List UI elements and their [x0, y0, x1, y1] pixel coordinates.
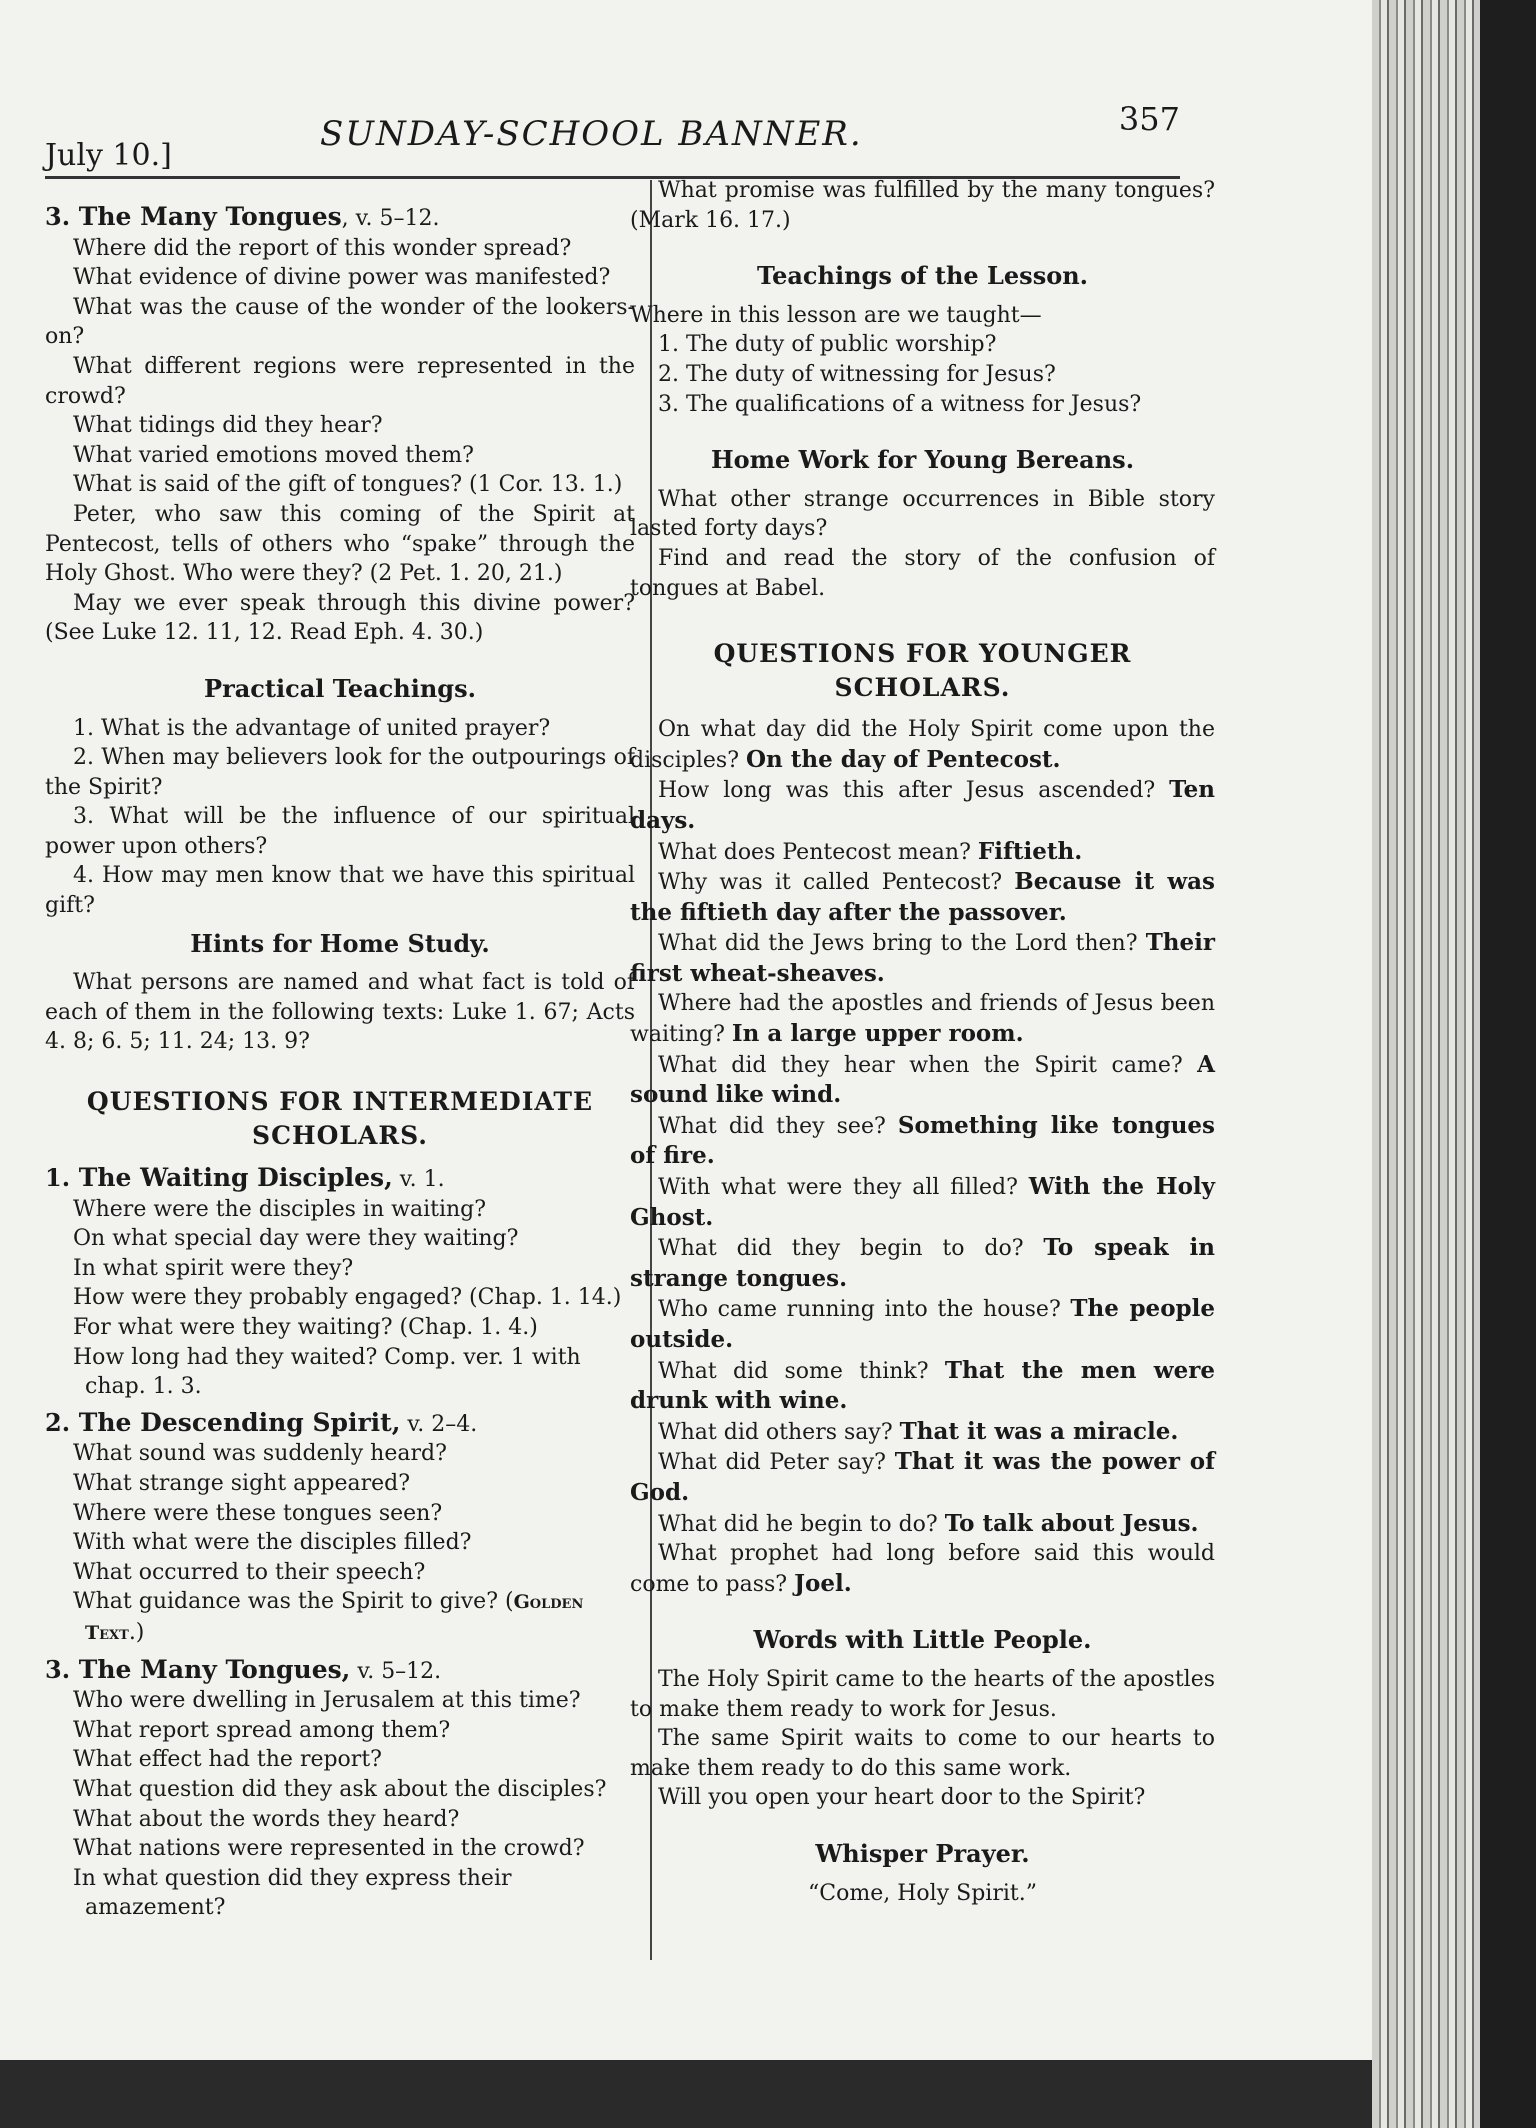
qa-question: What did they hear when the Spirit came? [658, 1052, 1183, 1078]
teachings-intro: Where in this lesson are we taught— [630, 302, 1042, 328]
qa-answer: To speak in strange tongues. [630, 1234, 1216, 1292]
qa-answer: A sound like wind. [630, 1050, 1215, 1109]
question: What varied emotions moved them? [73, 442, 474, 468]
question: What was the cause of the wonder of the lookers-on? [45, 294, 635, 350]
teaching-item: 1. The duty of public worship? [658, 332, 997, 358]
qa-answer: Their first wheat-sheaves. [630, 929, 1216, 987]
words-item: Will you open your heart door to the Spirit? [658, 1785, 1146, 1811]
qa-item [630, 1447, 1215, 1508]
page-header [45, 100, 1180, 173]
qa-question: What does Pentecost mean? [658, 839, 971, 865]
intermediate-heading: QUESTIONS FOR INTERMEDIATE SCHOLARS. [86, 1087, 594, 1151]
question: How long had they waited? Comp. ver. 1 with chap. 1. 3. [73, 1344, 581, 1400]
qa-answer: Ten days. [630, 776, 1215, 834]
section-heading-many-tongues: 3. The Many Tongues, v. 5–12. [45, 202, 440, 231]
qa-answer: Something like tongues of fire. [630, 1111, 1215, 1170]
qa-item [630, 867, 1215, 928]
words-item: The Holy Spirit came to the hearts of the apostles to make them ready to work for Jesus. [630, 1666, 1216, 1722]
question: How were they probably engaged? (Chap. 1. 14.) [73, 1285, 622, 1311]
section-heading-descending-spirit: 2. The Descending Spirit, v. 2–4. [45, 1407, 478, 1437]
hints-heading: Hints for Home Study. [190, 928, 490, 958]
question: What guidance was the Spirit to give? (Golden Text.) [73, 1589, 584, 1645]
qa-question: What did some think? [658, 1358, 929, 1384]
question: For what were they waiting? (Chap. 1. 4.) [73, 1315, 538, 1340]
qa-answer: In a large upper room. [731, 1020, 1024, 1048]
question: What is said of the gift of tongues? (1 Cor. 13. 1.) [73, 472, 623, 498]
question: Where were these tongues seen? [73, 1500, 443, 1526]
question: What different regions were represented in the crowd? [45, 353, 635, 409]
qa-answer: With the Holy Ghost. [630, 1173, 1216, 1231]
qa-item [630, 989, 1215, 1049]
qa-question: What did they see? [658, 1113, 886, 1139]
page-number: 357 [1118, 100, 1180, 138]
qa-item [630, 928, 1215, 989]
younger-heading: QUESTIONS FOR YOUNGER SCHOLARS. [713, 639, 1132, 703]
question: Who were dwelling in Jerusalem at this time? [73, 1688, 581, 1714]
question: What report spread among them? [73, 1717, 451, 1743]
qa-question: What prophet had long before said this would come to pass? [630, 1541, 1215, 1597]
question: What question did they ask about the disciples? [73, 1776, 607, 1802]
qa-item [630, 1050, 1215, 1111]
qa-item [630, 1233, 1215, 1294]
magazine-title: SUNDAY-SCHOOL BANNER. [320, 114, 863, 154]
question: What effect had the report? [73, 1747, 382, 1773]
practical-item: 1. What is the advantage of united prayer? [73, 715, 551, 741]
section-heading-waiting-disciples: 1. The Waiting Disciples, v. 1. [45, 1163, 445, 1193]
qa-question: On what day did the Holy Spirit come upon the disciples? [630, 717, 1215, 773]
qa-item [630, 1356, 1215, 1417]
qa-answer: Because it was the fiftieth day after the passover. [630, 868, 1215, 926]
qa-answer: To talk about Jesus. [944, 1509, 1199, 1537]
qa-item [630, 1294, 1215, 1355]
qa-answer: Fiftieth. [977, 837, 1083, 865]
homework-heading: Home Work for Young Bereans. [710, 445, 1135, 475]
words-heading: Words with Little People. [753, 1625, 1092, 1655]
right-column [630, 178, 1216, 1908]
qa-question: What did they begin to do? [658, 1236, 1024, 1262]
qa-item [630, 1111, 1215, 1172]
page-bottom-shadow [0, 2060, 1380, 2128]
practical-item: 4. How may men know that we have this spiritual gift? [45, 863, 635, 919]
younger-qa-list [630, 715, 1215, 1599]
question: Where did the report of this wonder spread? [73, 235, 572, 261]
qa-item [630, 1172, 1215, 1233]
qa-answer: That it was a miracle. [899, 1417, 1179, 1445]
whisper-heading: Whisper Prayer. [815, 1838, 1030, 1868]
background [1480, 0, 1536, 2128]
question: In what spirit were they? [73, 1255, 354, 1281]
homework-item: Find and read the story of the confusion of tongues at Babel. [630, 545, 1215, 601]
practical-item: 2. When may believers look for the outpourings of the Spirit? [45, 745, 635, 800]
qa-question: What did others say? [658, 1419, 893, 1445]
qa-answer: That the men were drunk with wine. [630, 1356, 1215, 1415]
qa-question: Why was it called Pentecost? [658, 870, 1003, 896]
qa-item [630, 1417, 1215, 1448]
question: With what were the disciples filled? [73, 1530, 472, 1556]
qa-answer: Joel. [794, 1569, 852, 1597]
question: Where were the disciples in waiting? [73, 1196, 487, 1222]
teachings-heading: Teachings of the Lesson. [756, 261, 1089, 291]
qa-answer: On the day of Pentecost. [746, 745, 1061, 773]
question: Peter, who saw this coming of the Spirit at Pentecost, tells of others who “spake” through the Holy Ghost. Who were they? (2 Pet. 1. 20, 21.) [45, 501, 635, 587]
question: In what question did they express their amazement? [73, 1865, 512, 1921]
qa-item [630, 1539, 1215, 1599]
practical-item: 3. What will be the influence of our spiritual power upon others? [45, 804, 635, 859]
issue-date: July 10.] [45, 138, 172, 173]
qa-item [630, 775, 1215, 836]
qa-question: What did he begin to do? [658, 1511, 938, 1537]
teaching-item: 2. The duty of witnessing for Jesus? [658, 361, 1056, 387]
qa-item [630, 837, 1215, 868]
question: What strange sight appeared? [73, 1470, 411, 1496]
qa-question: How long was this after Jesus ascended? [658, 778, 1156, 804]
teaching-item: 3. The qualifications of a witness for Jesus? [658, 391, 1142, 417]
question: What nations were represented in the crowd? [73, 1836, 585, 1862]
golden-text-label: Golden Text [85, 1591, 584, 1644]
qa-question: Where had the apostles and friends of Jesus been waiting? [630, 991, 1215, 1048]
qa-question: Who came running into the house? [658, 1297, 1061, 1323]
qa-question: What did the Jews bring to the Lord then? [658, 931, 1138, 957]
qa-answer: That it was the power of God. [630, 1448, 1215, 1506]
whisper-prayer: “Come, Holy Spirit.” [808, 1880, 1037, 1906]
words-item: The same Spirit waits to come to our hearts to make them ready to do this same work. [630, 1726, 1215, 1781]
practical-teachings-heading: Practical Teachings. [204, 673, 476, 703]
question: On what special day were they waiting? [73, 1226, 519, 1252]
question: What evidence of divine power was manifested? [73, 265, 611, 291]
question: May we ever speak through this divine power? (See Luke 12. 11, 12. Read Eph. 4. 30.) [45, 590, 635, 646]
left-column [45, 196, 635, 1923]
question: What about the words they heard? [73, 1806, 460, 1832]
qa-item [630, 1509, 1215, 1540]
question: What tidings did they hear? [73, 413, 383, 439]
section-heading-many-tongues-2: 3. The Many Tongues, v. 5–12. [45, 1654, 442, 1684]
promise-question: What promise was fulfilled by the many tongues? (Mark 16. 17.) [630, 178, 1215, 233]
question: What sound was suddenly heard? [73, 1441, 447, 1467]
qa-question: With what were they all filled? [658, 1175, 1018, 1201]
hints-text: What persons are named and what fact is told of each of them in the following texts: Luke 1. 67; Acts 4. 8; 6. 5; 11. 24; 13. 9? [45, 970, 635, 1055]
qa-question: What did Peter say? [658, 1450, 886, 1476]
qa-item [630, 715, 1215, 775]
homework-item: What other strange occurrences in Bible story lasted forty days? [630, 486, 1215, 542]
qa-answer: The people outside. [630, 1295, 1215, 1353]
question: What occurred to their speech? [73, 1559, 426, 1585]
